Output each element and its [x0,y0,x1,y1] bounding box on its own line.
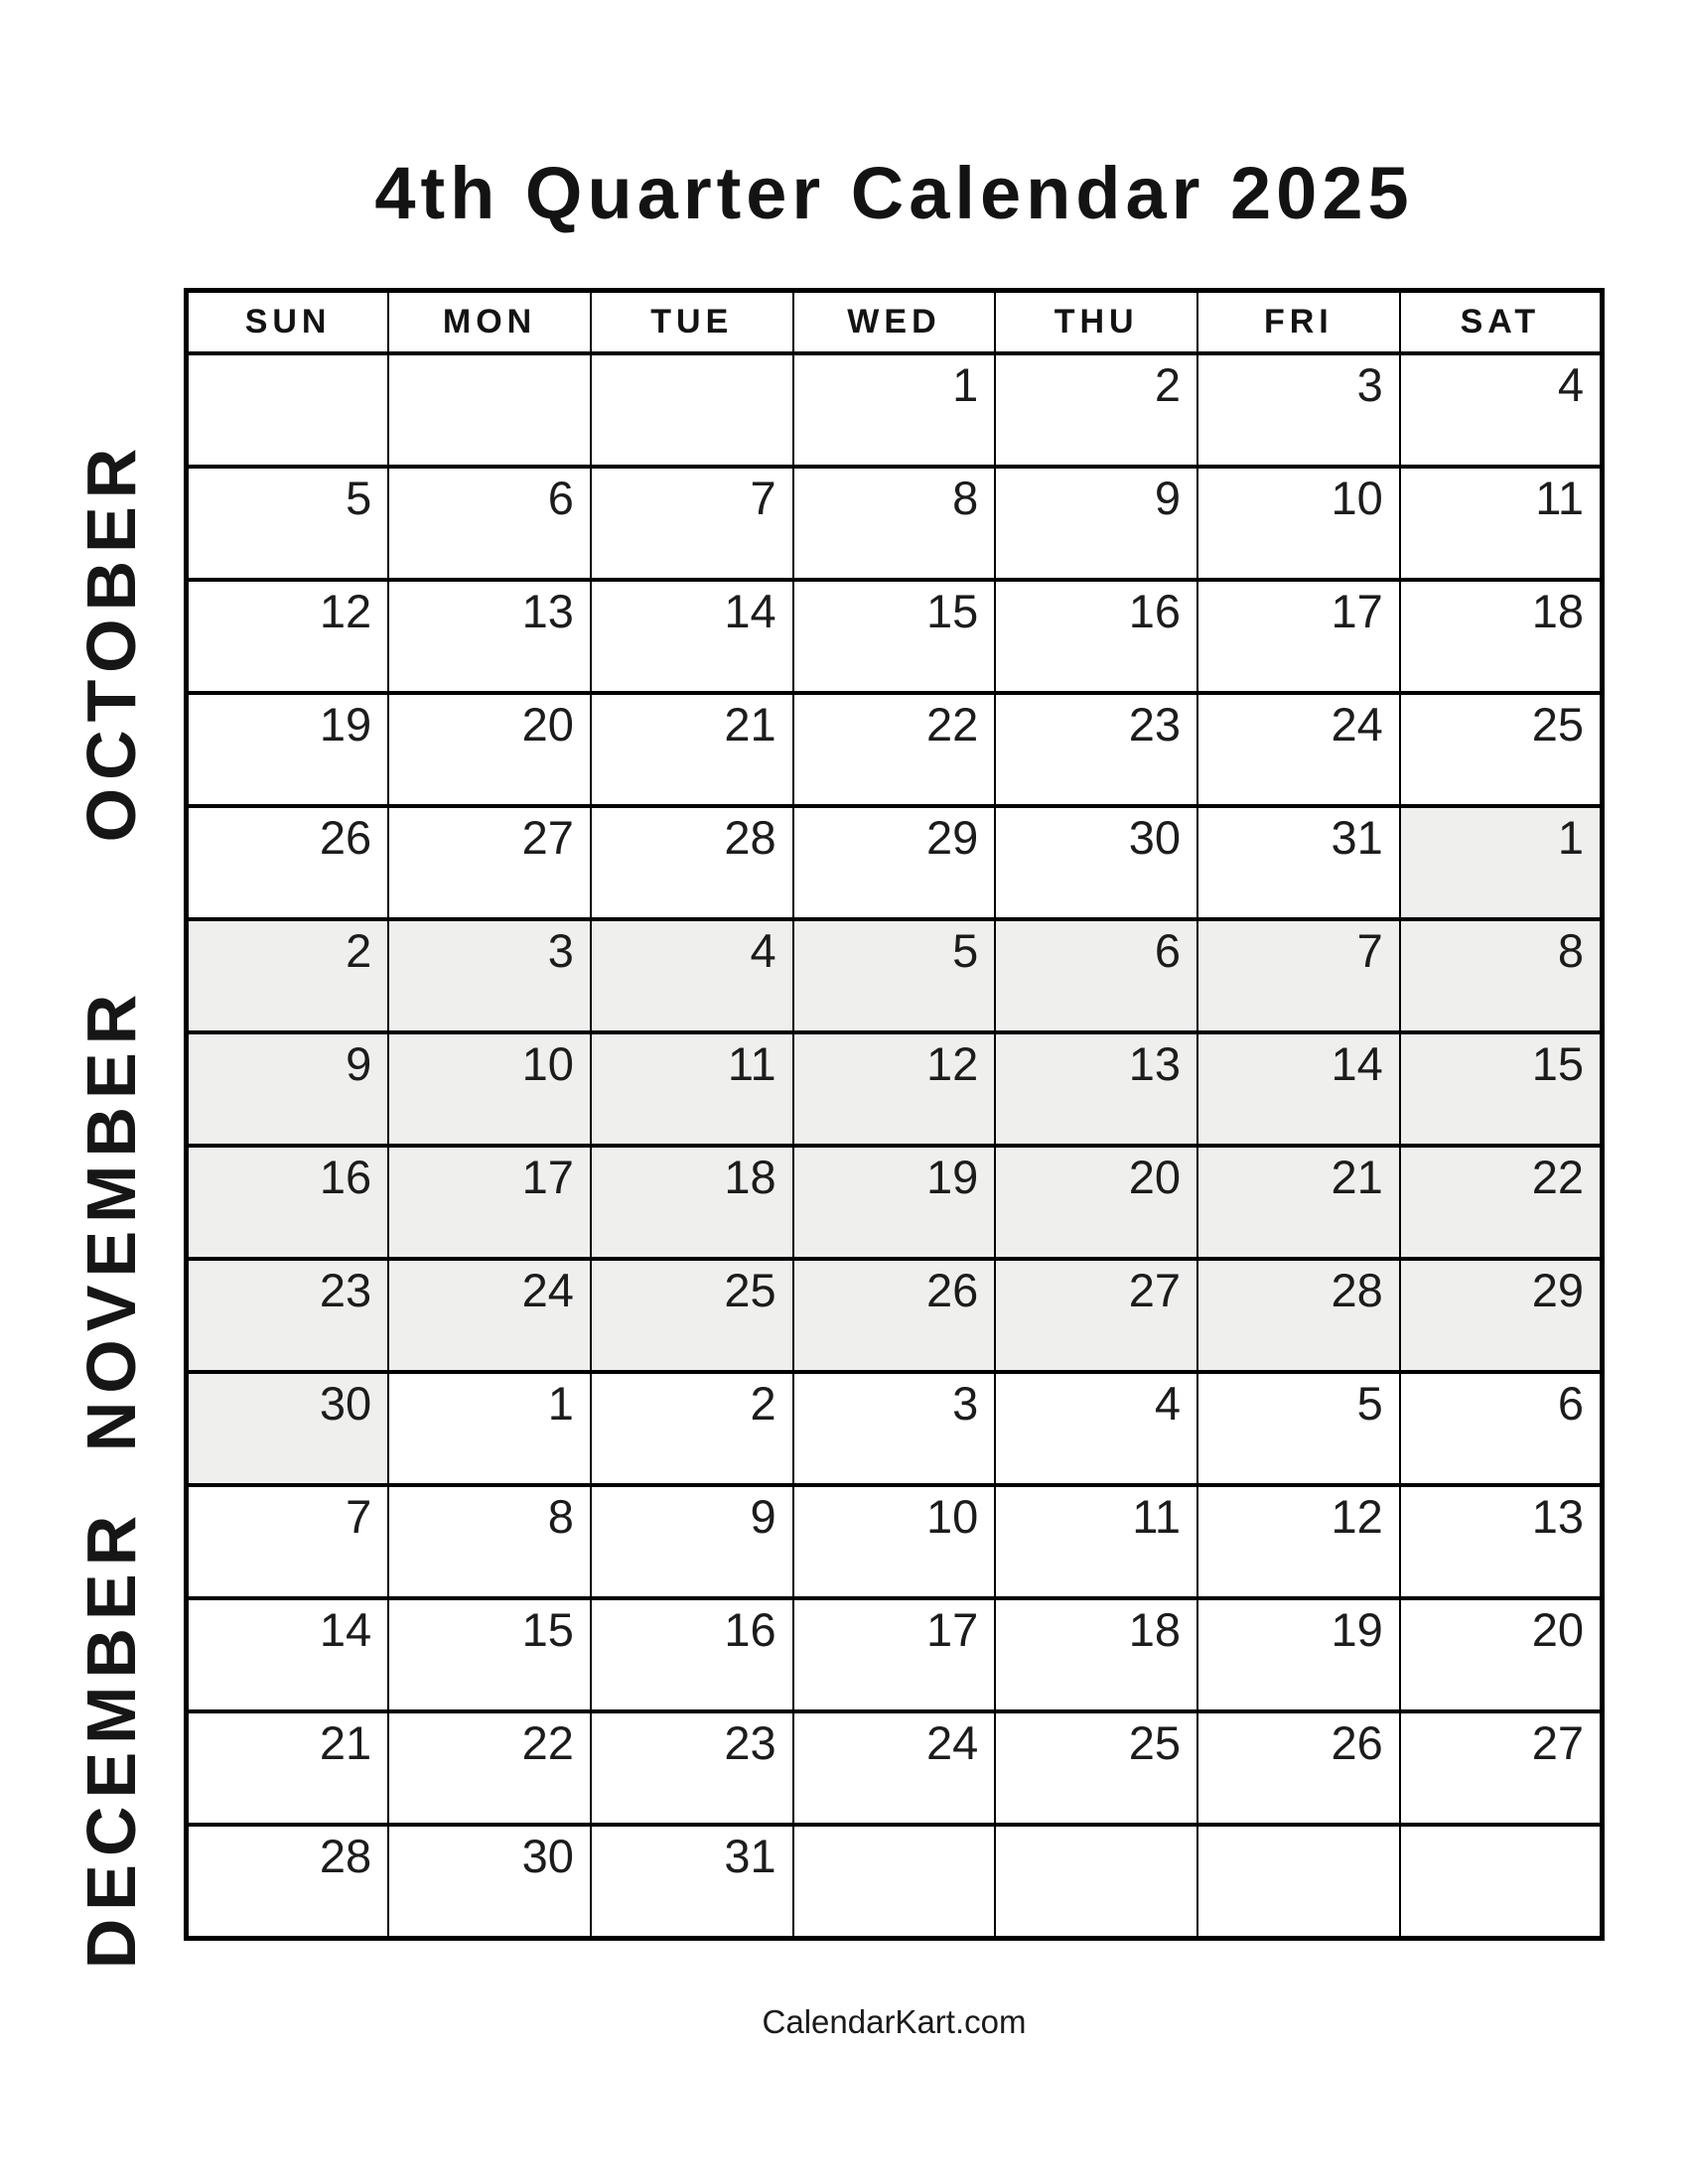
day-cell: 9 [591,1485,793,1598]
day-cell: 30 [388,1825,591,1939]
day-cell: 15 [388,1598,591,1711]
calendar-week-row [187,353,1603,467]
day-cell: 7 [187,1485,389,1598]
calendar-week-row [187,1598,1603,1711]
day-cell: 30 [995,806,1197,919]
day-cell: 10 [388,1032,591,1146]
weekday-header-fri: FRI [1197,291,1400,354]
day-cell: 16 [591,1598,793,1711]
page-title: 4th Quarter Calendar 2025 [374,152,1414,234]
day-cell: 7 [1197,919,1400,1032]
day-cell: 14 [1197,1032,1400,1146]
day-cell: 3 [388,919,591,1032]
day-cell: 2 [591,1372,793,1485]
day-cell: 6 [995,919,1197,1032]
day-cell: 12 [1197,1485,1400,1598]
weekday-header-thu: THU [995,291,1197,354]
day-cell: 1 [1400,806,1603,919]
month-label-october: OCTOBER [72,440,150,843]
day-cell: 2 [995,353,1197,467]
day-cell: 26 [187,806,389,919]
day-cell: 27 [995,1259,1197,1372]
calendar-week-row [187,1485,1603,1598]
day-cell: 8 [1400,919,1603,1032]
day-cell: 18 [1400,580,1603,693]
day-cell: 25 [1400,693,1603,806]
day-cell: 20 [1400,1598,1603,1711]
empty-day-cell [591,353,793,467]
day-cell: 11 [591,1032,793,1146]
calendar-body [187,353,1603,1939]
day-cell: 28 [1197,1259,1400,1372]
day-cell: 26 [793,1259,996,1372]
day-cell: 4 [995,1372,1197,1485]
day-cell: 19 [1197,1598,1400,1711]
calendar-week-row [187,1825,1603,1939]
day-cell: 21 [591,693,793,806]
day-cell: 15 [1400,1032,1603,1146]
calendar-week-row [187,1711,1603,1825]
day-cell: 13 [1400,1485,1603,1598]
day-cell: 16 [187,1146,389,1259]
weekday-header-sat: SAT [1400,291,1603,354]
calendar-week-row [187,1372,1603,1485]
day-cell: 23 [187,1259,389,1372]
calendar-week-row [187,1146,1603,1259]
day-cell: 29 [793,806,996,919]
day-cell: 13 [388,580,591,693]
day-cell: 12 [187,580,389,693]
empty-day-cell [995,1825,1197,1939]
day-cell: 28 [187,1825,389,1939]
day-cell: 12 [793,1032,996,1146]
day-cell: 23 [995,693,1197,806]
day-cell: 11 [995,1485,1197,1598]
day-cell: 24 [388,1259,591,1372]
month-label-december: DECEMBER [72,1507,150,1970]
day-cell: 6 [388,467,591,580]
day-cell: 23 [591,1711,793,1825]
calendar-week-row [187,1259,1603,1372]
day-cell: 21 [187,1711,389,1825]
day-cell: 21 [1197,1146,1400,1259]
day-cell: 16 [995,580,1197,693]
day-cell: 10 [1197,467,1400,580]
month-label-november: NOVEMBER [72,986,150,1452]
day-cell: 24 [793,1711,996,1825]
day-cell: 17 [1197,580,1400,693]
day-cell: 24 [1197,693,1400,806]
day-cell: 10 [793,1485,996,1598]
calendar-week-row [187,919,1603,1032]
day-cell: 25 [591,1259,793,1372]
calendar-week-row [187,580,1603,693]
day-cell: 3 [1197,353,1400,467]
day-cell: 5 [793,919,996,1032]
day-cell: 26 [1197,1711,1400,1825]
day-cell: 8 [793,467,996,580]
day-cell: 19 [793,1146,996,1259]
day-cell: 8 [388,1485,591,1598]
calendar-week-row [187,693,1603,806]
day-cell: 27 [1400,1711,1603,1825]
day-cell: 31 [591,1825,793,1939]
day-cell: 18 [591,1146,793,1259]
day-cell: 30 [187,1372,389,1485]
weekday-header-row [187,291,1603,354]
weekday-header-sun: SUN [187,291,389,354]
day-cell: 5 [187,467,389,580]
day-cell: 29 [1400,1259,1603,1372]
day-cell: 4 [1400,353,1603,467]
day-cell: 27 [388,806,591,919]
day-cell: 31 [1197,806,1400,919]
weekday-header-tue: TUE [591,291,793,354]
day-cell: 13 [995,1032,1197,1146]
day-cell: 5 [1197,1372,1400,1485]
calendar-week-row [187,806,1603,919]
day-cell: 22 [793,693,996,806]
day-cell: 22 [1400,1146,1603,1259]
day-cell: 14 [187,1598,389,1711]
day-cell: 6 [1400,1372,1603,1485]
day-cell: 4 [591,919,793,1032]
day-cell: 28 [591,806,793,919]
weekday-header-wed: WED [793,291,996,354]
day-cell: 20 [388,693,591,806]
calendar-week-row [187,467,1603,580]
day-cell: 18 [995,1598,1197,1711]
calendar-week-row [187,1032,1603,1146]
empty-day-cell [187,353,389,467]
day-cell: 2 [187,919,389,1032]
weekday-header-mon: MON [388,291,591,354]
calendar-header [187,291,1603,354]
calendar-grid [184,288,1605,1941]
day-cell: 22 [388,1711,591,1825]
day-cell: 17 [388,1146,591,1259]
day-cell: 3 [793,1372,996,1485]
day-cell: 20 [995,1146,1197,1259]
day-cell: 11 [1400,467,1603,580]
day-cell: 7 [591,467,793,580]
day-cell: 15 [793,580,996,693]
day-cell: 9 [995,467,1197,580]
empty-day-cell [1197,1825,1400,1939]
empty-day-cell [388,353,591,467]
day-cell: 17 [793,1598,996,1711]
footer-watermark: CalendarKart.com [762,2003,1027,2040]
day-cell: 14 [591,580,793,693]
empty-day-cell [1400,1825,1603,1939]
empty-day-cell [793,1825,996,1939]
day-cell: 25 [995,1711,1197,1825]
day-cell: 9 [187,1032,389,1146]
day-cell: 19 [187,693,389,806]
day-cell: 1 [388,1372,591,1485]
day-cell: 1 [793,353,996,467]
